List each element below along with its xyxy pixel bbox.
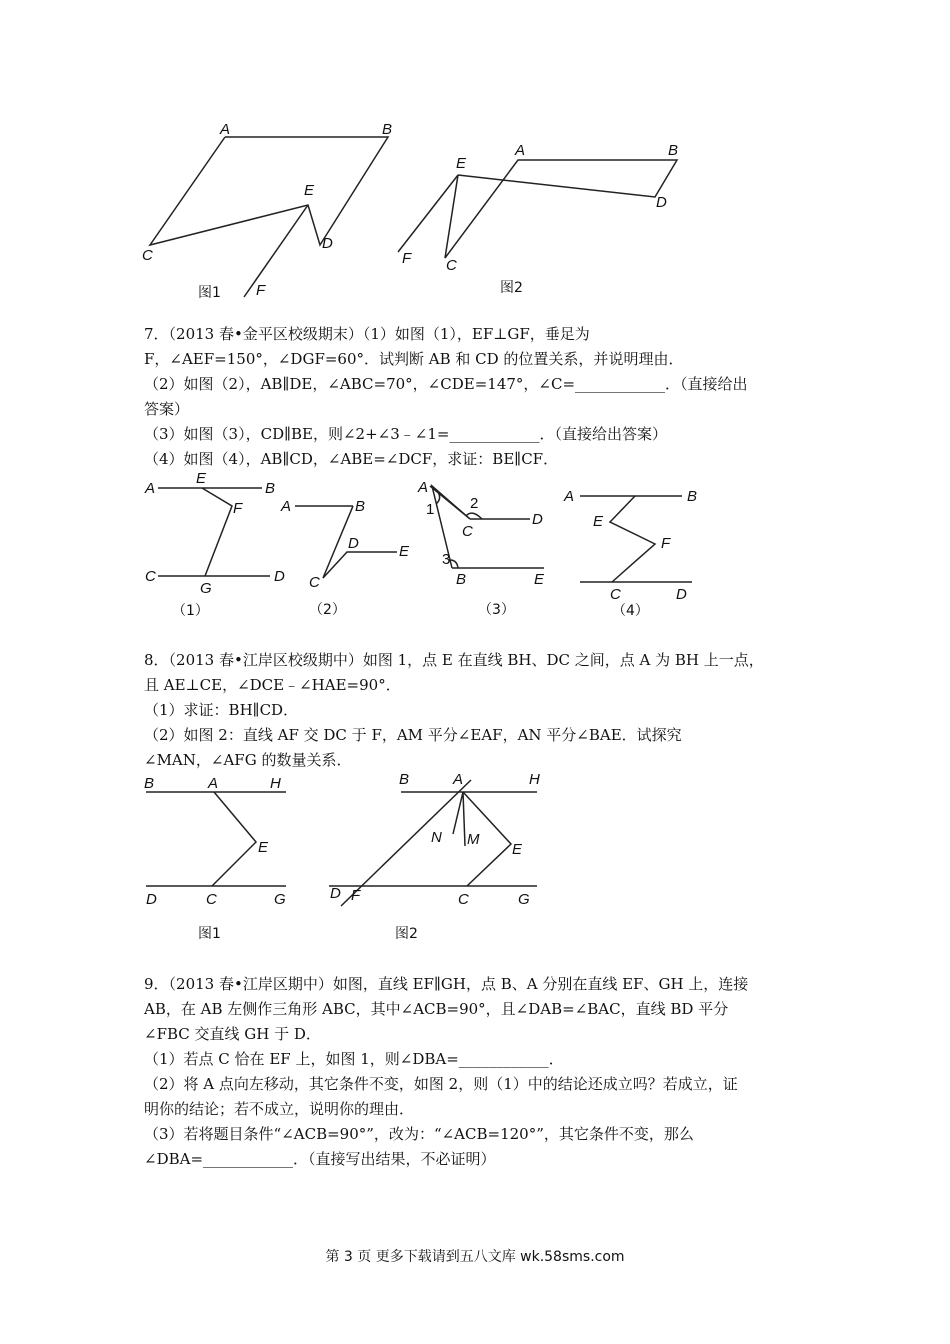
label-angle-3: 3 — [442, 551, 451, 568]
figure-caption: （2） — [309, 602, 346, 618]
label-C: C — [462, 523, 473, 540]
q9-line-6: 明你的结论；若不成立，说明你的理由． — [144, 1100, 415, 1118]
q9-line-1: 9．（2013 春•江岸区期中）如图，直线 EF∥GH，点 B、A 分别在直线 EF、GH 上，连接 — [144, 975, 749, 993]
q9-line-4: （1）若点 C 恰在 EF 上，如图 1，则∠DBA=____________． — [144, 1050, 564, 1068]
q9-line-2: AB，在 AB 左侧作三角形 ABC，其中∠ACB=90°，且∠DAB=∠BAC，直线 BD 平分 — [144, 1000, 729, 1018]
label-B: B — [687, 488, 698, 505]
label-C: C — [610, 586, 621, 603]
label-C: C — [446, 257, 457, 274]
q7-line-2: F，∠AEF=150°，∠DGF=60°．试判断 AB 和 CD 的位置关系，并说明理由． — [144, 350, 684, 368]
q7-line-6: （4）如图（4），AB∥CD，∠ABE=∠DCF，求证：BE∥CF． — [144, 450, 559, 468]
q7-figure-4 — [560, 482, 710, 620]
label-B: B — [668, 142, 679, 159]
figure-caption: 图2 — [395, 926, 418, 942]
label-B: B — [355, 498, 366, 515]
label-A: A — [208, 775, 219, 792]
q8-line-1: 8．（2013 春•江岸区校级期中）如图 1，点 E 在直线 BH、DC 之间，点 A 为 BH 上一点， — [144, 651, 764, 669]
figure-caption: （4） — [612, 603, 649, 619]
q9-line-8: ∠DBA=____________．（直接写出结果，不必证明） — [144, 1150, 496, 1168]
label-D: D — [274, 568, 285, 585]
label-F: F — [233, 500, 243, 517]
label-A: A — [145, 480, 156, 497]
q9-line-7: （3）若将题目条件“∠ACB=90°”，改为：“∠ACB=120°”，其它条件不变，那么 — [144, 1125, 694, 1143]
label-A: A — [453, 771, 464, 788]
label-H: H — [529, 771, 540, 788]
top-figure-2 — [390, 140, 700, 300]
q9-line-3: ∠FBC 交直线 GH 于 D． — [144, 1025, 321, 1043]
label-C: C — [142, 247, 153, 264]
label-D: D — [146, 891, 157, 908]
label-F: F — [351, 887, 361, 904]
q8-line-3: （1）求证：BH∥CD． — [144, 701, 299, 719]
q8-figure-2 — [325, 766, 555, 942]
figure-caption: （1） — [172, 603, 209, 618]
label-N: N — [431, 829, 442, 846]
label-B: B — [265, 480, 276, 497]
q7-line-4: 答案） — [144, 400, 190, 418]
label-D: D — [532, 511, 543, 528]
label-angle-1: 1 — [426, 501, 435, 518]
label-angle-2: 2 — [470, 495, 479, 512]
label-C: C — [309, 574, 320, 591]
label-F: F — [661, 535, 671, 552]
label-D: D — [330, 885, 341, 902]
label-E: E — [593, 513, 604, 530]
label-D: D — [656, 194, 667, 211]
label-G: G — [274, 891, 286, 908]
label-A: A — [418, 479, 429, 496]
q9-line-5: （2）将 A 点向左移动，其它条件不变，如图 2，则（1）中的结论还成立吗？若成立，证 — [144, 1075, 738, 1093]
label-C: C — [145, 568, 156, 585]
label-A: A — [220, 121, 231, 138]
label-B: B — [456, 571, 467, 588]
label-M: M — [467, 831, 480, 848]
figure-caption: 图1 — [198, 926, 221, 942]
q8-line-4: （2）如图 2：直线 AF 交 DC 于 F，AM 平分∠EAF，AN 平分∠BAE．试探究 — [144, 726, 682, 744]
label-D: D — [348, 535, 359, 552]
label-G: G — [518, 891, 530, 908]
label-D: D — [322, 235, 333, 252]
figure-caption: 图1 — [198, 285, 221, 301]
label-B: B — [382, 121, 393, 138]
label-C: C — [206, 891, 217, 908]
page-footer: 第 3 页 更多下载请到五八文库 wk.58sms.com — [325, 1249, 625, 1265]
q7-figure-3 — [412, 474, 562, 620]
q8-figure-1 — [138, 770, 298, 942]
label-F: F — [402, 250, 412, 267]
label-B: B — [144, 775, 155, 792]
q7-figure-2 — [275, 490, 425, 618]
label-G: G — [200, 580, 212, 597]
label-E: E — [196, 470, 207, 487]
q8-line-5: ∠MAN，∠AFG 的数量关系． — [144, 751, 352, 769]
label-A: A — [281, 498, 292, 515]
label-C: C — [458, 891, 469, 908]
label-E: E — [534, 571, 545, 588]
label-H: H — [270, 775, 281, 792]
label-B: B — [399, 771, 410, 788]
label-D: D — [676, 586, 687, 603]
label-E: E — [399, 543, 410, 560]
q7-line-5: （3）如图（3），CD∥BE，则∠2+∠3﹣∠1=____________．（直接给出答案） — [144, 425, 667, 443]
label-E: E — [456, 155, 467, 172]
label-A: A — [564, 488, 575, 505]
q7-line-3: （2）如图（2），AB∥DE，∠ABC=70°，∠CDE=147°，∠C=____________．（直接给出 — [144, 375, 748, 393]
q7-line-1: 7．（2013 春•金平区校级期末）（1）如图（1），EF⊥GF，垂足为 — [144, 325, 590, 343]
label-F: F — [256, 282, 266, 299]
q8-line-2: 且 AE⊥CE，∠DCE﹣∠HAE=90°． — [144, 676, 401, 694]
q7-figure-1 — [140, 468, 290, 618]
label-E: E — [512, 841, 523, 858]
top-figure-1 — [130, 115, 410, 305]
label-E: E — [258, 839, 269, 856]
figure-caption: （3） — [478, 602, 515, 618]
label-E: E — [304, 182, 315, 199]
label-A: A — [515, 142, 526, 159]
figure-caption: 图2 — [500, 280, 523, 296]
